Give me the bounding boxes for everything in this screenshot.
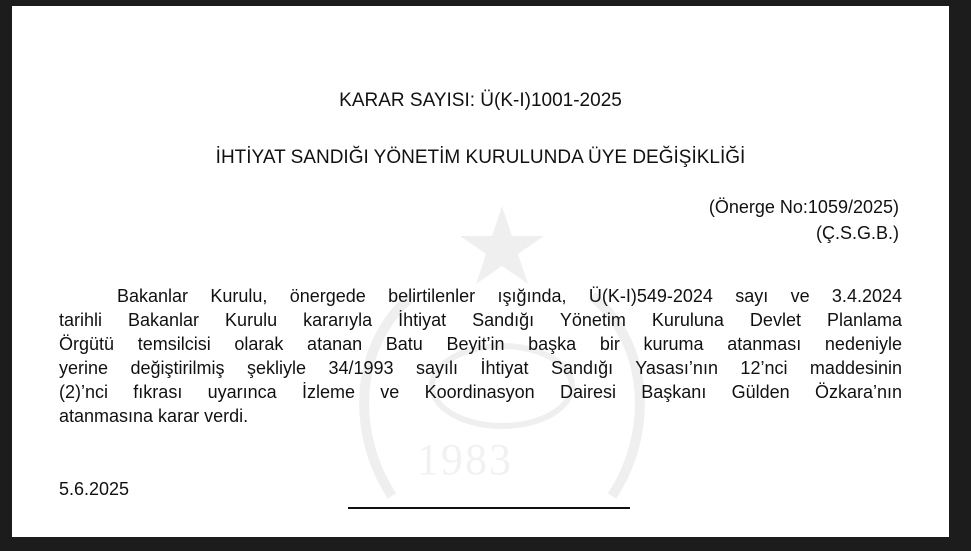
ministry-code: (Ç.S.G.B.) [815, 223, 899, 243]
decision-number: KARAR SAYISI: Ü(K-I)1001-2025 [339, 90, 622, 111]
body-line: atanmasına karar verdi. [59, 406, 249, 426]
body-line: yerine değiştirilmiş şekliyle 34/1993 sayılı İhtiyat Sandığı Yasası’nın 12’nci maddesinin [59, 358, 902, 378]
watermark-year: 1983 [417, 435, 513, 484]
decision-date: 5.6.2025 [59, 479, 130, 499]
subject-title: İHTİYAT SANDIĞI YÖNETİM KURULUNDA ÜYE DEĞİŞİKLİĞİ [215, 147, 746, 168]
body-line: Bakanlar Kurulu, önergede belirtilenler ışığında, Ü(K-I)549-2024 sayı ve 3.4.2024 [117, 286, 902, 306]
document-page [12, 6, 949, 537]
body-line: (2)’nci fıkrası uyarınca İzleme ve Koordinasyon Dairesi Başkanı Gülden Özkara’nın [59, 382, 902, 402]
decision-body [59, 284, 902, 428]
signature-line [348, 507, 630, 509]
body-line: Örgütü temsilcisi olarak atanan Batu Beyit’in başka bir kuruma atanması nedeniyle [59, 334, 902, 354]
motion-number: (Önerge No:1059/2025) [708, 197, 899, 217]
body-line: tarihli Bakanlar Kurulu kararıyla İhtiyat Sandığı Yönetim Kuruluna Devlet Planlama [59, 310, 902, 330]
